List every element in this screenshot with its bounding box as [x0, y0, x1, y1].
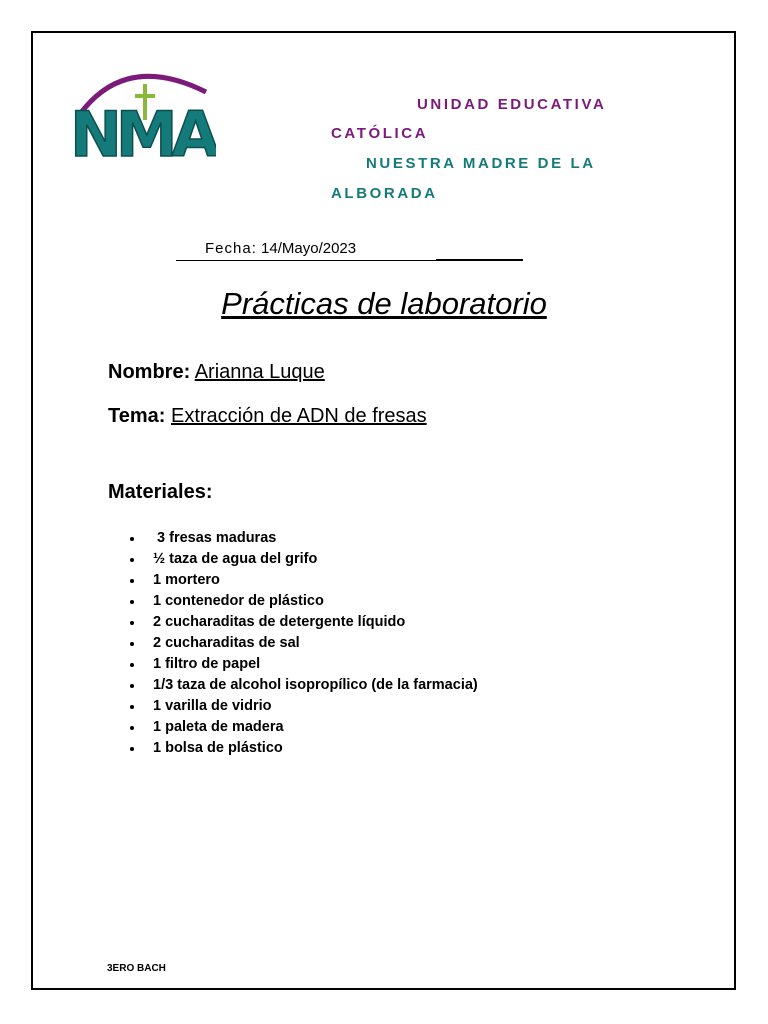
- list-item-text: 1 varilla de vidrio: [153, 698, 272, 714]
- logo-lettering: NMA: [70, 98, 214, 162]
- school-name-line-3: NUESTRA MADRE DE LA: [366, 155, 596, 172]
- bullet-icon: [130, 663, 134, 667]
- list-item: [127, 696, 478, 717]
- materials-list: [127, 528, 478, 759]
- bullet-icon: [130, 600, 134, 604]
- bullet-icon: [130, 558, 134, 562]
- school-name-line-1: UNIDAD EDUCATIVA: [417, 96, 607, 113]
- list-item-text: 1 mortero: [153, 572, 220, 588]
- school-name-line-2: CATÓLICA: [331, 125, 429, 142]
- list-item-text: 1 filtro de papel: [153, 656, 261, 672]
- list-item-text: ½ taza de agua del grifo: [153, 551, 318, 567]
- list-item: [127, 570, 478, 591]
- bullet-icon: [130, 642, 134, 646]
- list-item-text: 1/3 taza de alcohol isopropílico (de la farmacia): [153, 677, 478, 693]
- date-label: Fecha:: [205, 240, 257, 257]
- bullet-icon: [130, 705, 134, 709]
- bullet-icon: [130, 537, 134, 541]
- date-row: [176, 240, 523, 262]
- list-item: [127, 675, 478, 696]
- bullet-icon: [130, 621, 134, 625]
- list-item-text: 1 paleta de madera: [153, 719, 284, 735]
- tema-label: Tema:: [108, 405, 166, 427]
- list-item: [127, 549, 478, 570]
- list-item: [127, 633, 478, 654]
- list-item-text: 2 cucharaditas de sal: [153, 635, 300, 651]
- nombre-value: Arianna Luque: [194, 361, 325, 383]
- list-item: [127, 738, 478, 759]
- list-item: [127, 654, 478, 675]
- date-value: 14/Mayo/2023: [261, 240, 357, 257]
- nombre-field: [108, 361, 325, 384]
- list-item-text: 3 fresas maduras: [153, 530, 277, 546]
- bullet-icon: [130, 579, 134, 583]
- list-item: [127, 717, 478, 738]
- nombre-label: Nombre:: [108, 361, 191, 383]
- list-item: [127, 528, 478, 549]
- list-item: [127, 612, 478, 633]
- list-item: [127, 591, 478, 612]
- date-text: [205, 240, 356, 257]
- bullet-icon: [130, 747, 134, 751]
- list-item-text: 1 contenedor de plástico: [153, 593, 324, 609]
- school-name-line-4: ALBORADA: [331, 185, 438, 202]
- tema-value: Extracción de ADN de fresas: [170, 405, 427, 427]
- footer-course-label: 3ERO BACH: [107, 963, 166, 974]
- materials-heading: Materiales:: [108, 481, 213, 503]
- bullet-icon: [130, 726, 134, 730]
- tema-field: [108, 405, 427, 428]
- list-item-text: 1 bolsa de plástico: [153, 740, 283, 756]
- page-title: Prácticas de laboratorio: [221, 286, 547, 321]
- nma-school-logo-icon: [66, 62, 216, 162]
- page-frame: [31, 31, 736, 990]
- date-underline-dark: [436, 259, 523, 261]
- bullet-icon: [130, 684, 134, 688]
- list-item-text: 2 cucharaditas de detergente líquido: [153, 614, 406, 630]
